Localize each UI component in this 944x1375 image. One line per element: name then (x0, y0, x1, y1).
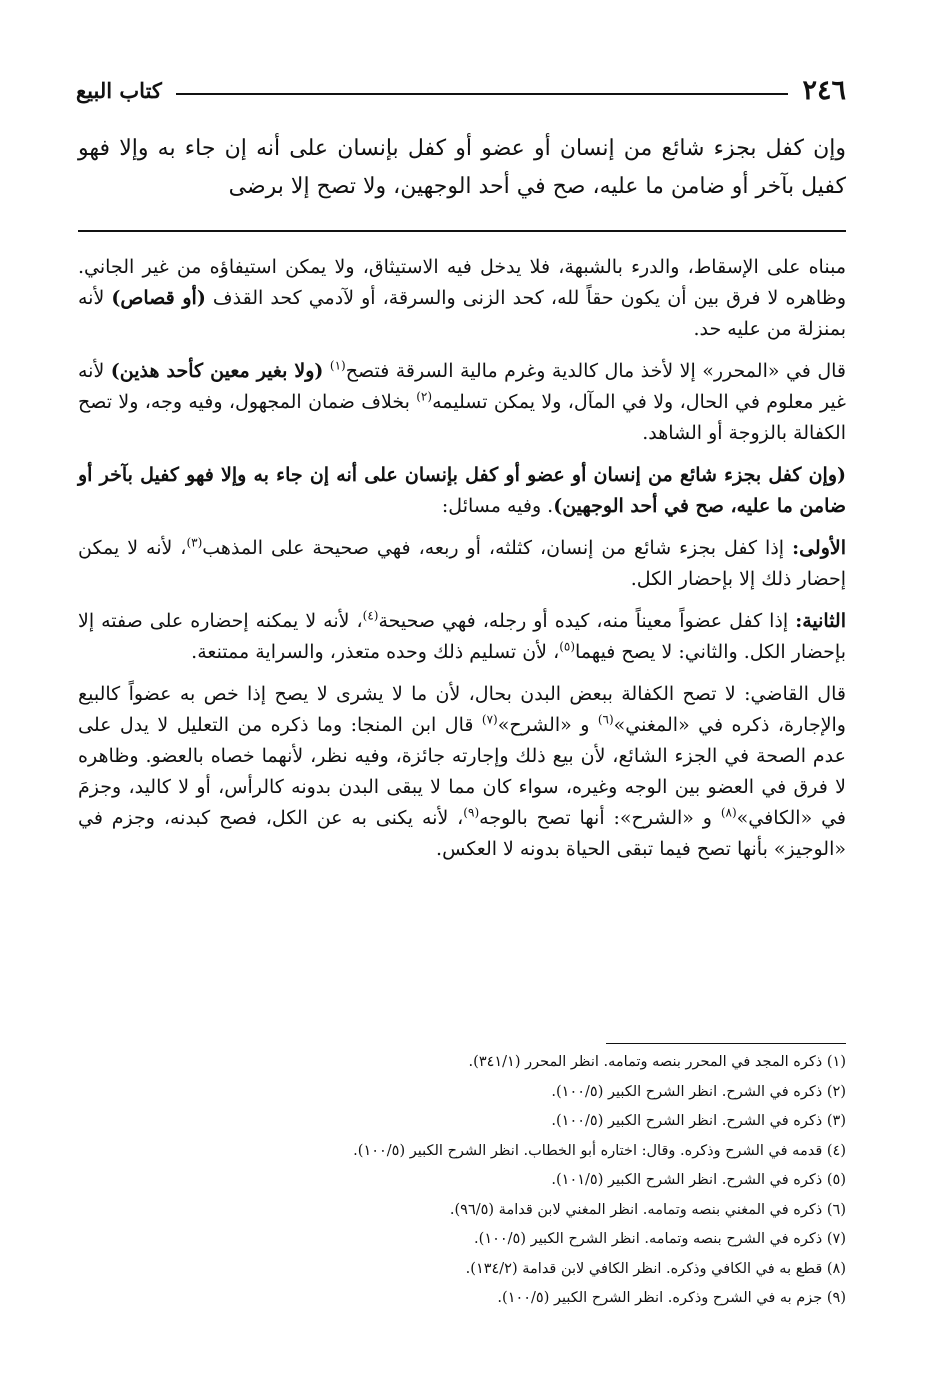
text-span: مبناه على الإسقاط، والدرء بالشبهة، فلا يدخل فيه الاستيثاق، ولا يمكن استيفاؤه من غير الجاني. وظاهره لا فرق بين أن يكون حقاً لله، كحد الزنى والسرقة، أو لآدمي كحد القذف (78, 256, 847, 309)
footnotes (78, 1048, 846, 1314)
footnote-3: (٣) ذكره في الشرح. انظر الشرح الكبير (١٠٠/٥). (551, 1113, 846, 1129)
commentary-paragraph-3 (78, 460, 846, 522)
text-span: قال القاضي: لا تصح الكفالة ببعض البدن بحال، لأن ما لا يشرى لا يصح إذا خص به عضواً كالبيع والإجارة، ذكره في «المغني» (78, 683, 846, 736)
quoted-matn: (أو قصاص) (111, 287, 206, 309)
footnote-ref-8[interactable]: (٨) (720, 805, 737, 820)
text-span: إذا كفل بجزء شائع من إنسان، كثلثه، أو ربعه، فهي صحيحة على المذهب (202, 537, 785, 559)
issue-label-second: الثانية: (795, 610, 846, 632)
main-text-body: وإن كفل بجزء شائع من إنسان أو عضو أو كفل بإنسان على أنه إن جاء به وإلا فهو كفيل بآخر أو ضامن ما عليه، صح في أحد الوجهين، ولا تصح إلا برضى (78, 136, 846, 199)
footnote-8: (٨) قطع به في الكافي وذكره. انظر الكافي لابن قدامة (١٣٤/٢). (465, 1260, 846, 1277)
text-span: قال في «المحرر» إلا لأخذ مال كالدية وغرم مالية السرقة فتصح (345, 360, 846, 382)
text-separator (78, 230, 846, 232)
commentary-paragraph-2 (78, 356, 846, 449)
text-span: لأنه غير معلوم في الحال، ولا في المآل، ولا يمكن تسليمه (78, 360, 846, 413)
footnote-ref-9[interactable]: (٩) (463, 805, 480, 820)
commentary-paragraph-4 (78, 533, 846, 595)
footnote-ref-4[interactable]: (٤) (362, 608, 379, 623)
footnote-ref-6[interactable]: (٦) (597, 712, 614, 727)
quoted-matn: (ولا بغير معين كأحد هذين) (110, 360, 324, 382)
text-span: ، لأنه لا يمكن إحضار ذلك إلا بإحضار الكل. (78, 537, 846, 590)
text-span: و «الشرح»: أنها تصح بالوجه (479, 807, 712, 829)
quoted-matn: (وإن كفل بجزء شائع من إنسان أو عضو أو كفل بإنسان على أنه إن جاء به وإلا فهو كفيل بآخر أو ضامن ما عليه، صح في أحد الوجهين) (78, 464, 846, 517)
header-rule (176, 93, 789, 95)
text-span: ، لأن تسليم ذلك وحده متعذر، والسراية ممتنعة. (191, 641, 560, 663)
text-span: لأنه بمنزلة من عليه حد. (78, 287, 846, 340)
issue-label-first: الأولى: (792, 537, 846, 559)
footnote-7: (٧) ذكره في الشرح بنصه وتمامه. انظر الشرح الكبير (١٠٠/٥). (474, 1231, 846, 1247)
main-text (78, 130, 846, 206)
footnote-ref-1[interactable]: (١) (329, 358, 346, 373)
footnote-2: (٢) ذكره في الشرح. انظر الشرح الكبير (١٠٠/٥). (551, 1083, 846, 1100)
commentary-paragraph-1 (78, 252, 846, 345)
page-number: ٢٤٦ (802, 74, 846, 106)
text-span: . وفيه مسائل: (441, 495, 554, 517)
text-span: ، لأنه يكنى به عن الكل، فصح كبدنه، وجزم في «الوجيز» بأنها تصح فيما تبقى الحياة بدونه لا العكس. (78, 807, 846, 860)
footnote-ref-2[interactable]: (٢) (416, 389, 433, 404)
text-span: بخلاف ضمان المجهول، وفيه وجه، ولا تصح الكفالة بالزوجة أو الشاهد. (78, 391, 846, 444)
footnote-separator (606, 1043, 846, 1044)
footnote-ref-7[interactable]: (٧) (481, 712, 498, 727)
footnote-4: (٤) قدمه في الشرح وذكره. وقال: اختاره أبو الخطاب. انظر الشرح الكبير (١٠٠/٥). (353, 1142, 846, 1159)
text-span: إذا كفل عضواً معيناً منه، كيده أو رجله، فهي صحيحة (378, 610, 789, 632)
text-span: ، لأنه لا يمكنه إحضاره على صفته إلا بإحضار الكل. والثاني: لا يصح فيهما (78, 610, 846, 663)
book-title: كتاب البيع (76, 77, 162, 103)
commentary-paragraph-5 (78, 606, 846, 668)
text-span: قال ابن المنجا: وما ذكره من التعليل لا يدل على عدم الصحة في الجزء الشائع، لأن بيع ذلك وإجارته جائزة، وفيه نظر، لأنهما خصاه بالعضو. وظاهره لا فرق في العضو بين الوجه وغيره، سواء كان مما لا يبقى البدن بدونه كالرأس، أو لا كاليد، وجزمَ في «الكافي» (78, 714, 846, 829)
text-span: و «الشرح» (497, 714, 590, 736)
footnote-5: (٥) ذكره في الشرح. انظر الشرح الكبير (١٠١/٥). (551, 1172, 846, 1188)
footnote-1: (١) ذكره المجد في المحرر بنصه وتمامه. انظر المحرر (٣٤١/١). (468, 1054, 846, 1070)
commentary (78, 252, 846, 876)
page-header (76, 72, 846, 108)
footnote-ref-3[interactable]: (٣) (186, 535, 203, 550)
footnote-9: (٩) جزم به في الشرح وذكره. انظر الشرح الكبير (١٠٠/٥). (497, 1290, 846, 1306)
commentary-paragraph-6 (78, 679, 846, 865)
footnote-6: (٦) ذكره في المغني بنصه وتمامه. انظر المغني لابن قدامة (٩٦/٥). (449, 1201, 846, 1218)
footnote-ref-5[interactable]: (٥) (559, 639, 576, 654)
